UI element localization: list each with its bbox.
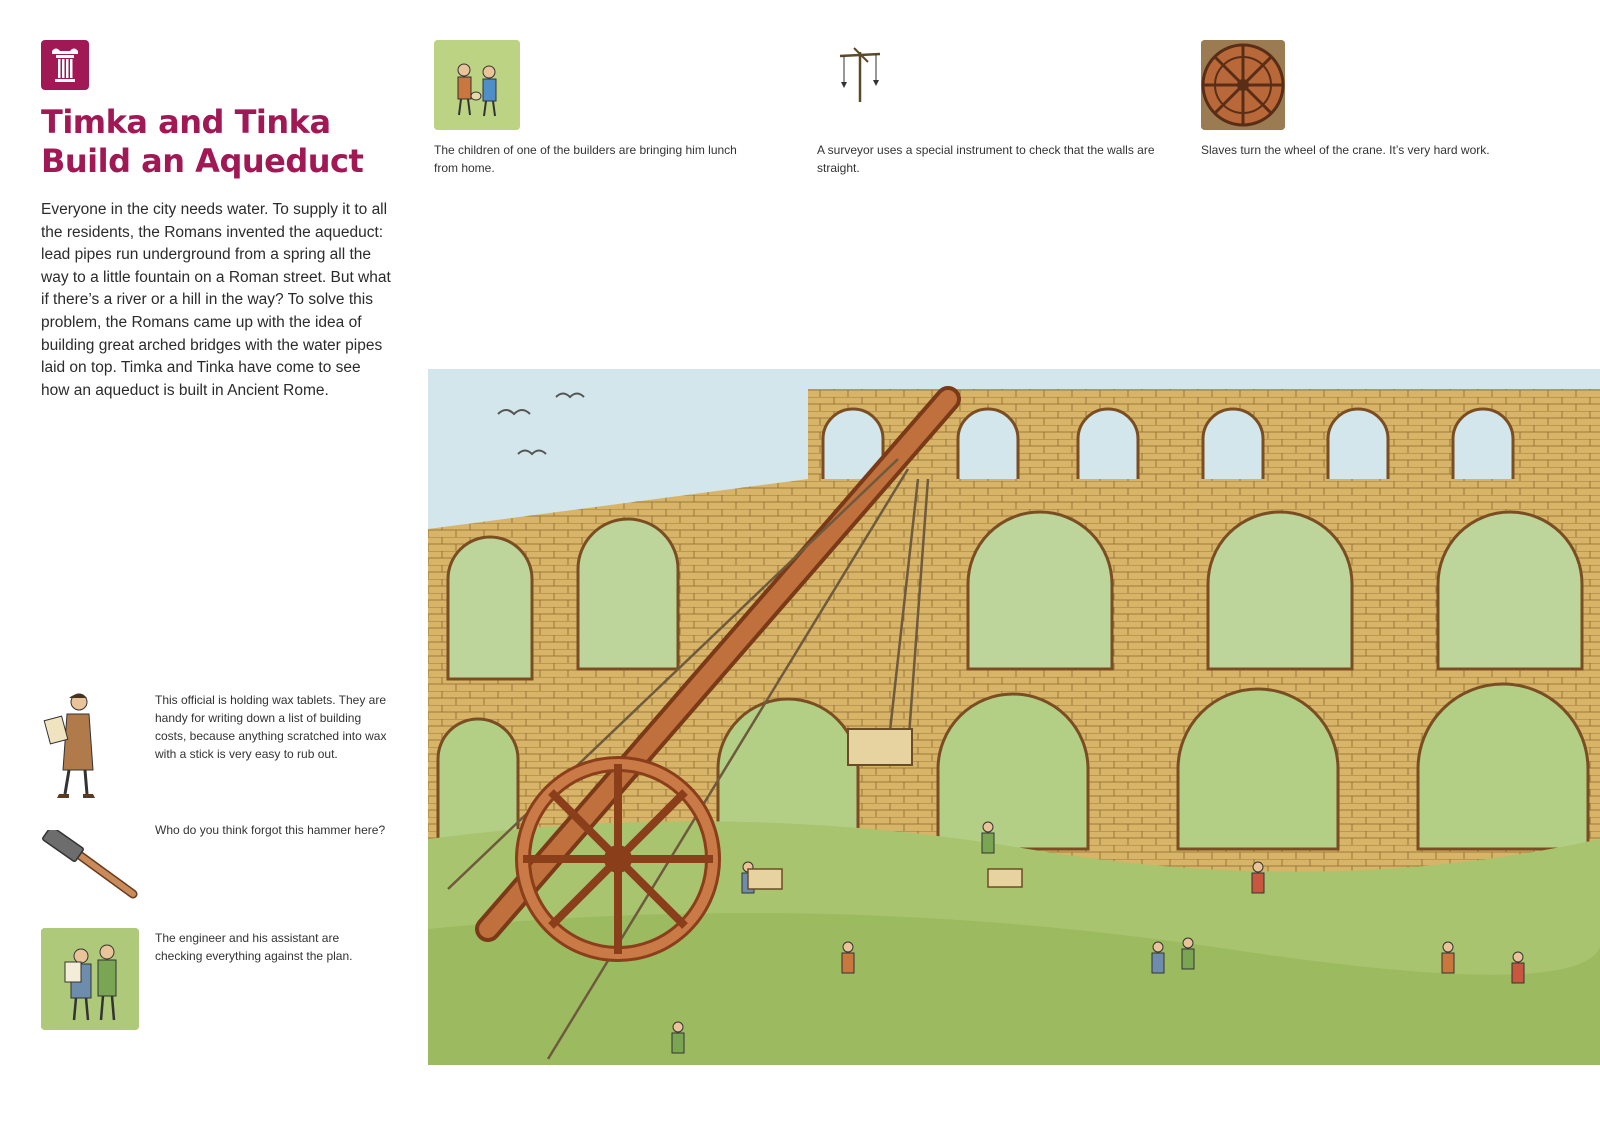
title-line-1: Timka and Tinka: [41, 103, 331, 141]
caption-crane-wheel: Slaves turn the wheel of the crane. It’s very hard work.: [1201, 143, 1490, 157]
caption-children-lunch: The children of one of the builders are bringing him lunch from home.: [434, 143, 737, 175]
crane-wheel-icon: [1201, 40, 1285, 130]
title-line-2: Build an Aqueduct: [41, 142, 364, 180]
caption-official: This official is holding wax tablets. They are handy for writing down a list of building costs, because anything scratched into wax with a stick is very easy to rub out.: [155, 693, 387, 761]
caption-engineer: The engineer and his assistant are checking everything against the plan.: [155, 931, 353, 963]
page-title: [41, 103, 401, 181]
column-logo-icon: [41, 40, 89, 90]
intro-paragraph: Everyone in the city needs water. To supply it to all the residents, the Romans invented the aqueduct: lead pipes run underground from a spring all the way to a little fountain on a Roman street. But what if there’s a river or a hill in the way? To solve this problem, the Romans came up with the idea of building great arched bridges with the water pipes laid on top. Timka and Tinka have come to see how an aqueduct is built in Ancient Rome.: [41, 201, 391, 399]
caption-hammer: Who do you think forgot this hammer here?: [155, 823, 386, 837]
children-with-lunch-icon: [434, 40, 520, 130]
aqueduct-construction-illustration: [428, 369, 1600, 1065]
caption-surveyor: A surveyor uses a special instrument to check that the walls are straight.: [817, 143, 1155, 175]
surveying-instrument-icon: [836, 46, 886, 104]
hammer-icon: [41, 830, 139, 902]
engineer-and-assistant-icon: [41, 928, 139, 1030]
official-with-tablets-icon: [41, 690, 99, 802]
